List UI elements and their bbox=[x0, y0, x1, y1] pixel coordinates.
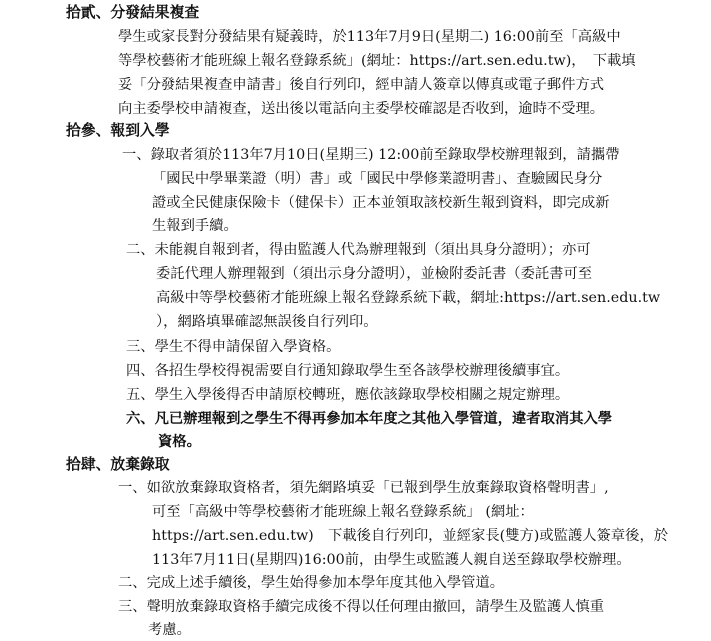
list-item-line: 資格。 bbox=[158, 434, 201, 450]
list-item-line: 「國民中學畢業證（明）書」或「國民中學修業證明書」、查驗國民身分 bbox=[152, 171, 603, 187]
paragraph-line: 等學校藝術才能班線上報名登錄系統」(網址：https://art.sen.edu.tw)， 下載填 bbox=[118, 53, 636, 69]
list-item-line: ），網路填畢確認無誤後自行列印。 bbox=[156, 314, 378, 330]
list-item-line: 二、未能親自報到者，得由監護人代為辦理報到（須出具身分證明）；亦可 bbox=[126, 242, 591, 258]
list-item-line: 二、完成上述手續後，學生始得參加本學年度其他入學管道。 bbox=[118, 575, 505, 591]
list-item-line: 考慮。 bbox=[148, 622, 191, 638]
paragraph-line: 學生或家長對分發結果有疑義時，於113年7月9日(星期二) 16:00前至「高級中 bbox=[118, 29, 621, 45]
list-item-line: 生報到手續。 bbox=[152, 218, 238, 234]
list-item-line: 高級中等學校藝術才能班線上報名登錄系統下載，網址:https://art.sen.edu.tw bbox=[156, 290, 661, 306]
list-item-line: https://art.sen.edu.tw) 下載後自行列印，並經家長(雙方)或監護人簽章後，於 bbox=[152, 528, 669, 544]
section-heading-withdrawal: 拾肆、放棄錄取 bbox=[66, 456, 170, 473]
list-item-line: 可至「高級中等學校藝術才能班線上報名登錄系統」 (網址： bbox=[152, 504, 534, 520]
paragraph-line: 妥「分發結果複查申請書」後自行列印，經申請人簽章以傳真或電子郵件方式 bbox=[118, 77, 605, 93]
list-item-line: 113年7月11日(星期四)16:00前，由學生或監護人親自送至錄取學校辦理。 bbox=[152, 552, 631, 568]
list-item-line: 一、如欲放棄錄取資格者，須先網路填妥「已報到學生放棄錄取資格聲明書」, bbox=[118, 480, 609, 496]
section-heading-review: 拾貳、分發結果複查 bbox=[66, 4, 200, 21]
list-item-line: 六、凡已辦理報到之學生不得再參加本年度之其他入學管道，違者取消其入學 bbox=[126, 411, 613, 427]
list-item-line: 四、各招生學校得視需要自行通知錄取學生至各該學校辦理後續事宜。 bbox=[126, 363, 570, 379]
list-item-line: 三、學生不得申請保留入學資格。 bbox=[126, 339, 341, 355]
list-item-line: 三、聲明放棄錄取資格手續完成後不得以任何理由撤回，請學生及監護人慎重 bbox=[118, 599, 605, 615]
section-heading-enrollment: 拾參、報到入學 bbox=[66, 122, 170, 139]
list-item-line: 委託代理人辦理報到（須出示身分證明），並檢附委託書（委託書可至 bbox=[156, 266, 593, 282]
list-item-line: 證或全民健康保險卡（健保卡）正本並領取該校新生報到資料，即完成新 bbox=[152, 195, 610, 211]
list-item-line: 五、學生入學後得否申請原校轉班，應依該錄取學校相關之規定辦理。 bbox=[126, 387, 570, 403]
list-item-line: 一、錄取者須於113年7月10日(星期三) 12:00前至錄取學校辦理報到，請攜帶 bbox=[122, 147, 620, 163]
paragraph-line: 向主委學校申請複查，送出後以電話向主委學校確認是否收到，逾時不受理。 bbox=[118, 101, 605, 117]
